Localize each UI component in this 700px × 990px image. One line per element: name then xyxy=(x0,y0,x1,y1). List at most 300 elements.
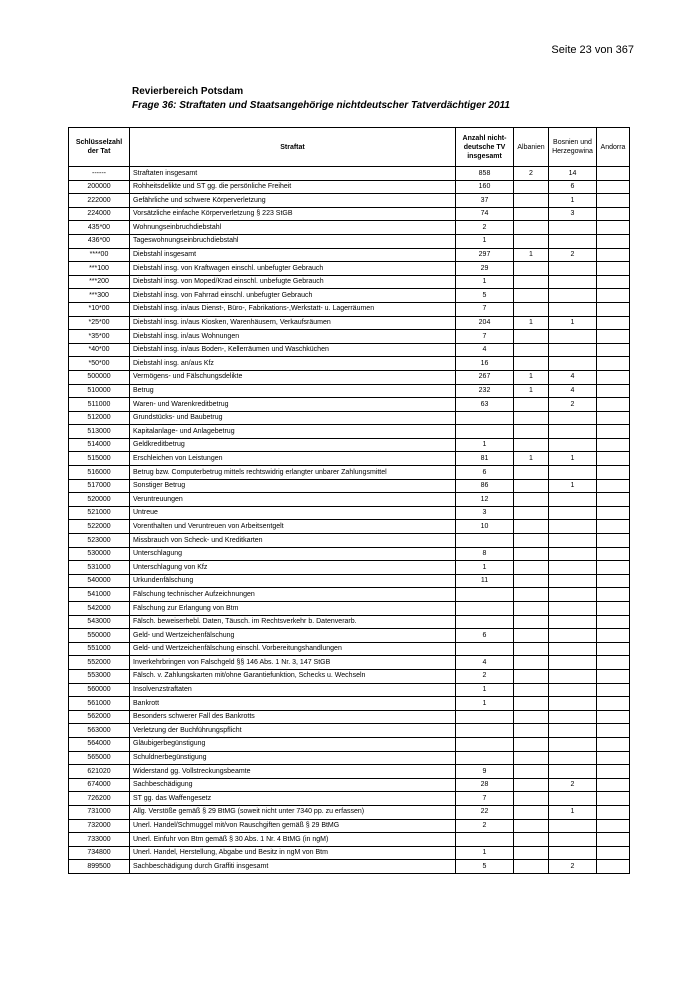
cell-code: *40*00 xyxy=(69,343,130,357)
cell-andorra xyxy=(597,629,630,643)
cell-offense: Schuldnerbegünstigung xyxy=(130,751,456,765)
cell-albanien xyxy=(514,602,549,616)
cell-offense: Vermögens- und Fälschungsdelikte xyxy=(130,370,456,384)
cell-andorra xyxy=(597,466,630,480)
cell-andorra xyxy=(597,493,630,507)
cell-andorra xyxy=(597,194,630,208)
cell-albanien xyxy=(514,860,549,874)
cell-albanien xyxy=(514,411,549,425)
table-row xyxy=(69,384,630,398)
cell-andorra xyxy=(597,697,630,711)
cell-andorra xyxy=(597,792,630,806)
cell-total: 1 xyxy=(456,234,514,248)
header-albanien: Albanien xyxy=(514,128,549,167)
cell-offense: Geldkreditbetrug xyxy=(130,438,456,452)
cell-code: *50*00 xyxy=(69,357,130,371)
cell-andorra xyxy=(597,343,630,357)
table-row xyxy=(69,207,630,221)
cell-bosnien xyxy=(549,588,597,602)
cell-code: 515000 xyxy=(69,452,130,466)
cell-total: 81 xyxy=(456,452,514,466)
cell-andorra xyxy=(597,506,630,520)
cell-offense: Erschleichen von Leistungen xyxy=(130,452,456,466)
cell-total: 1 xyxy=(456,275,514,289)
cell-code: 564000 xyxy=(69,737,130,751)
cell-offense: Diebstahl insgesamt xyxy=(130,248,456,262)
cell-bosnien: 2 xyxy=(549,778,597,792)
table-row xyxy=(69,479,630,493)
cell-code: *10*00 xyxy=(69,302,130,316)
cell-offense: Veruntreuungen xyxy=(130,493,456,507)
cell-total: 1 xyxy=(456,683,514,697)
cell-offense: Fälsch. v. Zahlungskarten mit/ohne Garantiefunktion, Schecks u. Wechseln xyxy=(130,669,456,683)
cell-albanien xyxy=(514,506,549,520)
cell-bosnien xyxy=(549,751,597,765)
cell-albanien xyxy=(514,207,549,221)
table-row xyxy=(69,561,630,575)
header-offense: Straftat xyxy=(130,128,456,167)
cell-offense: Insolvenzstraftaten xyxy=(130,683,456,697)
cell-andorra xyxy=(597,642,630,656)
cell-albanien: 1 xyxy=(514,370,549,384)
cell-total: 204 xyxy=(456,316,514,330)
cell-albanien xyxy=(514,819,549,833)
cell-albanien xyxy=(514,588,549,602)
cell-bosnien xyxy=(549,425,597,439)
cell-total: 1 xyxy=(456,697,514,711)
table-row xyxy=(69,289,630,303)
table-row xyxy=(69,819,630,833)
cell-bosnien: 2 xyxy=(549,860,597,874)
cell-total xyxy=(456,642,514,656)
cell-albanien xyxy=(514,234,549,248)
cell-offense: Unerl. Handel/Schmuggel mit/von Rauschgiften gemäß § 29 BtMG xyxy=(130,819,456,833)
cell-albanien xyxy=(514,846,549,860)
cell-bosnien: 14 xyxy=(549,167,597,181)
cell-bosnien xyxy=(549,506,597,520)
cell-albanien xyxy=(514,710,549,724)
region-title: Revierbereich Potsdam xyxy=(132,86,244,97)
cell-bosnien xyxy=(549,574,597,588)
table-row xyxy=(69,588,630,602)
cell-total: 22 xyxy=(456,805,514,819)
table-row xyxy=(69,710,630,724)
cell-bosnien xyxy=(549,234,597,248)
table-row xyxy=(69,330,630,344)
cell-offense: Diebstahl insg. in/aus Kiosken, Warenhäusern, Verkaufsräumen xyxy=(130,316,456,330)
cell-code: 517000 xyxy=(69,479,130,493)
cell-andorra xyxy=(597,710,630,724)
table-row xyxy=(69,262,630,276)
cell-total: 37 xyxy=(456,194,514,208)
cell-bosnien: 3 xyxy=(549,207,597,221)
cell-bosnien xyxy=(549,697,597,711)
offense-table xyxy=(68,127,630,874)
cell-code: *25*00 xyxy=(69,316,130,330)
cell-code: 552000 xyxy=(69,656,130,670)
table-row xyxy=(69,574,630,588)
cell-code: 560000 xyxy=(69,683,130,697)
cell-offense: Unterschlagung von Kfz xyxy=(130,561,456,575)
cell-bosnien: 4 xyxy=(549,370,597,384)
table-row xyxy=(69,683,630,697)
cell-offense: Missbrauch von Scheck- und Kreditkarten xyxy=(130,534,456,548)
cell-andorra xyxy=(597,615,630,629)
cell-code: 500000 xyxy=(69,370,130,384)
cell-bosnien: 2 xyxy=(549,248,597,262)
header-bosnien: Bosnien und Herzegowina xyxy=(549,128,597,167)
cell-albanien xyxy=(514,656,549,670)
cell-albanien xyxy=(514,302,549,316)
cell-albanien xyxy=(514,221,549,235)
cell-andorra xyxy=(597,357,630,371)
cell-albanien xyxy=(514,330,549,344)
cell-offense: Betrug xyxy=(130,384,456,398)
cell-total xyxy=(456,724,514,738)
cell-andorra xyxy=(597,384,630,398)
cell-total: 28 xyxy=(456,778,514,792)
cell-albanien xyxy=(514,751,549,765)
cell-total xyxy=(456,737,514,751)
cell-total: 9 xyxy=(456,765,514,779)
cell-bosnien xyxy=(549,710,597,724)
cell-andorra xyxy=(597,411,630,425)
table-row xyxy=(69,302,630,316)
cell-andorra xyxy=(597,221,630,235)
cell-andorra xyxy=(597,547,630,561)
cell-andorra xyxy=(597,561,630,575)
cell-albanien xyxy=(514,765,549,779)
cell-code: 899500 xyxy=(69,860,130,874)
cell-code: 516000 xyxy=(69,466,130,480)
cell-total: 74 xyxy=(456,207,514,221)
table-row xyxy=(69,370,630,384)
cell-offense: Unterschlagung xyxy=(130,547,456,561)
cell-offense: Geld- und Wertzeichenfälschung xyxy=(130,629,456,643)
cell-offense: Fälschung zur Erlangung von Btm xyxy=(130,602,456,616)
cell-code: 565000 xyxy=(69,751,130,765)
cell-total xyxy=(456,602,514,616)
cell-bosnien xyxy=(549,520,597,534)
cell-andorra xyxy=(597,602,630,616)
table-row xyxy=(69,805,630,819)
cell-offense: Besonders schwerer Fall des Bankrotts xyxy=(130,710,456,724)
table-row xyxy=(69,697,630,711)
cell-bosnien xyxy=(549,275,597,289)
cell-bosnien xyxy=(549,833,597,847)
cell-albanien xyxy=(514,547,549,561)
cell-total: 2 xyxy=(456,819,514,833)
table-row xyxy=(69,221,630,235)
cell-offense: Vorsätzliche einfache Körperverletzung § 223 StGB xyxy=(130,207,456,221)
cell-code: 511000 xyxy=(69,398,130,412)
table-row xyxy=(69,792,630,806)
cell-offense: Rohheitsdelikte und ST gg. die persönliche Freiheit xyxy=(130,180,456,194)
table-row xyxy=(69,547,630,561)
cell-andorra xyxy=(597,370,630,384)
cell-albanien xyxy=(514,615,549,629)
cell-bosnien xyxy=(549,683,597,697)
cell-offense: Diebstahl insg. von Fahrrad einschl. unbefugter Gebrauch xyxy=(130,289,456,303)
cell-bosnien: 1 xyxy=(549,805,597,819)
cell-code: 731000 xyxy=(69,805,130,819)
cell-code: 523000 xyxy=(69,534,130,548)
cell-andorra xyxy=(597,765,630,779)
cell-albanien xyxy=(514,683,549,697)
cell-albanien xyxy=(514,778,549,792)
table-row xyxy=(69,167,630,181)
cell-bosnien xyxy=(549,438,597,452)
table-row xyxy=(69,629,630,643)
cell-bosnien xyxy=(549,466,597,480)
cell-andorra xyxy=(597,534,630,548)
cell-bosnien: 2 xyxy=(549,398,597,412)
question-title: Frage 36: Straftaten und Staatsangehörige nichtdeutscher Tatverdächtiger 2011 xyxy=(132,100,510,111)
cell-offense: Verletzung der Buchführungspflicht xyxy=(130,724,456,738)
cell-andorra xyxy=(597,778,630,792)
cell-andorra xyxy=(597,751,630,765)
cell-albanien: 1 xyxy=(514,248,549,262)
cell-offense: Wohnungseinbruchdiebstahl xyxy=(130,221,456,235)
cell-offense: ST gg. das Waffengesetz xyxy=(130,792,456,806)
cell-offense: Diebstahl insg. in/aus Dienst-, Büro-, Fabrikations-,Werkstatt- u. Lagerräumen xyxy=(130,302,456,316)
cell-bosnien: 1 xyxy=(549,194,597,208)
cell-total: 267 xyxy=(456,370,514,384)
cell-total xyxy=(456,411,514,425)
cell-bosnien: 1 xyxy=(549,479,597,493)
cell-total: 7 xyxy=(456,330,514,344)
cell-andorra xyxy=(597,425,630,439)
cell-code: 531000 xyxy=(69,561,130,575)
table-row xyxy=(69,438,630,452)
cell-albanien xyxy=(514,357,549,371)
cell-offense: Diebstahl insg. von Moped/Krad einschl. unbefugte Gebrauch xyxy=(130,275,456,289)
cell-code: 514000 xyxy=(69,438,130,452)
cell-bosnien xyxy=(549,493,597,507)
cell-total xyxy=(456,710,514,724)
cell-total: 7 xyxy=(456,302,514,316)
cell-albanien xyxy=(514,629,549,643)
table-row xyxy=(69,833,630,847)
cell-offense: Diebstahl insg. von Kraftwagen einschl. unbefugter Gebrauch xyxy=(130,262,456,276)
table-row xyxy=(69,724,630,738)
cell-andorra xyxy=(597,683,630,697)
cell-code: ***100 xyxy=(69,262,130,276)
cell-code: ****00 xyxy=(69,248,130,262)
cell-albanien: 1 xyxy=(514,452,549,466)
cell-offense: Urkundenfälschung xyxy=(130,574,456,588)
cell-albanien xyxy=(514,275,549,289)
cell-total: 232 xyxy=(456,384,514,398)
cell-bosnien: 6 xyxy=(549,180,597,194)
cell-bosnien xyxy=(549,615,597,629)
table-row xyxy=(69,466,630,480)
cell-albanien xyxy=(514,697,549,711)
cell-code: 521000 xyxy=(69,506,130,520)
cell-bosnien xyxy=(549,330,597,344)
table-header-row xyxy=(69,128,630,167)
header-code: Schlüsselzahl der Tat xyxy=(69,128,130,167)
cell-offense: Straftaten insgesamt xyxy=(130,167,456,181)
table-row xyxy=(69,194,630,208)
cell-andorra xyxy=(597,656,630,670)
cell-offense: Gläubigerbegünstigung xyxy=(130,737,456,751)
table-row xyxy=(69,765,630,779)
cell-code: 222000 xyxy=(69,194,130,208)
cell-albanien xyxy=(514,669,549,683)
cell-bosnien xyxy=(549,357,597,371)
cell-code: 542000 xyxy=(69,602,130,616)
cell-bosnien xyxy=(549,669,597,683)
cell-total: 86 xyxy=(456,479,514,493)
cell-bosnien xyxy=(549,792,597,806)
cell-total: 1 xyxy=(456,561,514,575)
table-row xyxy=(69,534,630,548)
cell-total: 5 xyxy=(456,860,514,874)
cell-albanien xyxy=(514,194,549,208)
cell-andorra xyxy=(597,316,630,330)
cell-total xyxy=(456,425,514,439)
cell-bosnien xyxy=(549,737,597,751)
cell-andorra xyxy=(597,438,630,452)
table-row xyxy=(69,180,630,194)
cell-albanien xyxy=(514,438,549,452)
table-row xyxy=(69,520,630,534)
cell-albanien xyxy=(514,262,549,276)
cell-code: ***300 xyxy=(69,289,130,303)
cell-andorra xyxy=(597,248,630,262)
cell-andorra xyxy=(597,574,630,588)
cell-bosnien xyxy=(549,656,597,670)
cell-albanien xyxy=(514,642,549,656)
cell-total: 8 xyxy=(456,547,514,561)
cell-total: 10 xyxy=(456,520,514,534)
cell-offense: Sachbeschädigung durch Graffiti insgesamt xyxy=(130,860,456,874)
cell-offense: Unerl. Handel, Herstellung, Abgabe und Besitz in ngM von Btm xyxy=(130,846,456,860)
cell-code: 200000 xyxy=(69,180,130,194)
cell-bosnien xyxy=(549,289,597,303)
cell-code: 224000 xyxy=(69,207,130,221)
cell-andorra xyxy=(597,180,630,194)
cell-andorra xyxy=(597,846,630,860)
cell-andorra xyxy=(597,275,630,289)
table-row xyxy=(69,656,630,670)
cell-offense: Sachbeschädigung xyxy=(130,778,456,792)
table-row xyxy=(69,275,630,289)
cell-code: 726200 xyxy=(69,792,130,806)
cell-bosnien: 1 xyxy=(549,316,597,330)
cell-offense: Betrug bzw. Computerbetrug mittels rechtswidrig erlangter unbarer Zahlungsmittel xyxy=(130,466,456,480)
cell-offense: Diebstahl insg. in/aus Wohnungen xyxy=(130,330,456,344)
cell-albanien xyxy=(514,561,549,575)
header-total: Anzahl nicht-deutsche TV insgesamt xyxy=(456,128,514,167)
cell-total: 1 xyxy=(456,846,514,860)
cell-total: 6 xyxy=(456,629,514,643)
cell-code: 540000 xyxy=(69,574,130,588)
cell-offense: Geld- und Wertzeichenfälschung einschl. Vorbereitungshandlungen xyxy=(130,642,456,656)
cell-albanien xyxy=(514,520,549,534)
table-row xyxy=(69,452,630,466)
cell-offense: Vorenthalten und Veruntreuen von Arbeitsentgelt xyxy=(130,520,456,534)
cell-total: 11 xyxy=(456,574,514,588)
cell-albanien: 1 xyxy=(514,316,549,330)
cell-total: 4 xyxy=(456,656,514,670)
table-row xyxy=(69,493,630,507)
cell-albanien xyxy=(514,534,549,548)
cell-total xyxy=(456,588,514,602)
cell-albanien xyxy=(514,792,549,806)
cell-bosnien xyxy=(549,602,597,616)
cell-offense: Fälschung technischer Aufzeichnungen xyxy=(130,588,456,602)
cell-bosnien xyxy=(549,765,597,779)
cell-andorra xyxy=(597,819,630,833)
cell-bosnien: 4 xyxy=(549,384,597,398)
cell-code: 520000 xyxy=(69,493,130,507)
table-row xyxy=(69,846,630,860)
cell-offense: Diebstahl insg. in/aus Boden-, Kellerräumen und Waschküchen xyxy=(130,343,456,357)
cell-bosnien xyxy=(549,819,597,833)
table-row xyxy=(69,316,630,330)
cell-total: 297 xyxy=(456,248,514,262)
cell-andorra xyxy=(597,207,630,221)
cell-andorra xyxy=(597,669,630,683)
cell-bosnien xyxy=(549,629,597,643)
table-row xyxy=(69,778,630,792)
cell-bosnien xyxy=(549,724,597,738)
cell-offense: Grundstücks- und Baubetrug xyxy=(130,411,456,425)
cell-albanien: 2 xyxy=(514,167,549,181)
cell-total: 858 xyxy=(456,167,514,181)
cell-code: 512000 xyxy=(69,411,130,425)
cell-total: 2 xyxy=(456,221,514,235)
cell-bosnien xyxy=(549,846,597,860)
table-row xyxy=(69,506,630,520)
cell-andorra xyxy=(597,860,630,874)
cell-bosnien xyxy=(549,302,597,316)
cell-andorra xyxy=(597,167,630,181)
cell-code: 530000 xyxy=(69,547,130,561)
cell-bosnien xyxy=(549,534,597,548)
cell-total: 6 xyxy=(456,466,514,480)
cell-offense: Unerl. Einfuhr von Btm gemäß § 30 Abs. 1 Nr. 4 BtMG (in ngM) xyxy=(130,833,456,847)
cell-andorra xyxy=(597,833,630,847)
cell-bosnien xyxy=(549,547,597,561)
cell-total: 7 xyxy=(456,792,514,806)
table-row xyxy=(69,343,630,357)
cell-code: 541000 xyxy=(69,588,130,602)
cell-albanien: 1 xyxy=(514,384,549,398)
table-row xyxy=(69,669,630,683)
cell-total: 5 xyxy=(456,289,514,303)
cell-albanien xyxy=(514,180,549,194)
cell-andorra xyxy=(597,302,630,316)
cell-code: 522000 xyxy=(69,520,130,534)
cell-total: 16 xyxy=(456,357,514,371)
cell-offense: Waren- und Warenkreditbetrug xyxy=(130,398,456,412)
cell-code: 734800 xyxy=(69,846,130,860)
cell-code: 732000 xyxy=(69,819,130,833)
cell-andorra xyxy=(597,452,630,466)
table-row xyxy=(69,357,630,371)
cell-albanien xyxy=(514,289,549,303)
cell-code: 435*00 xyxy=(69,221,130,235)
cell-albanien xyxy=(514,479,549,493)
cell-bosnien xyxy=(549,642,597,656)
cell-offense: Widerstand gg. Vollstreckungsbeamte xyxy=(130,765,456,779)
cell-code: 513000 xyxy=(69,425,130,439)
cell-albanien xyxy=(514,466,549,480)
table-row xyxy=(69,642,630,656)
